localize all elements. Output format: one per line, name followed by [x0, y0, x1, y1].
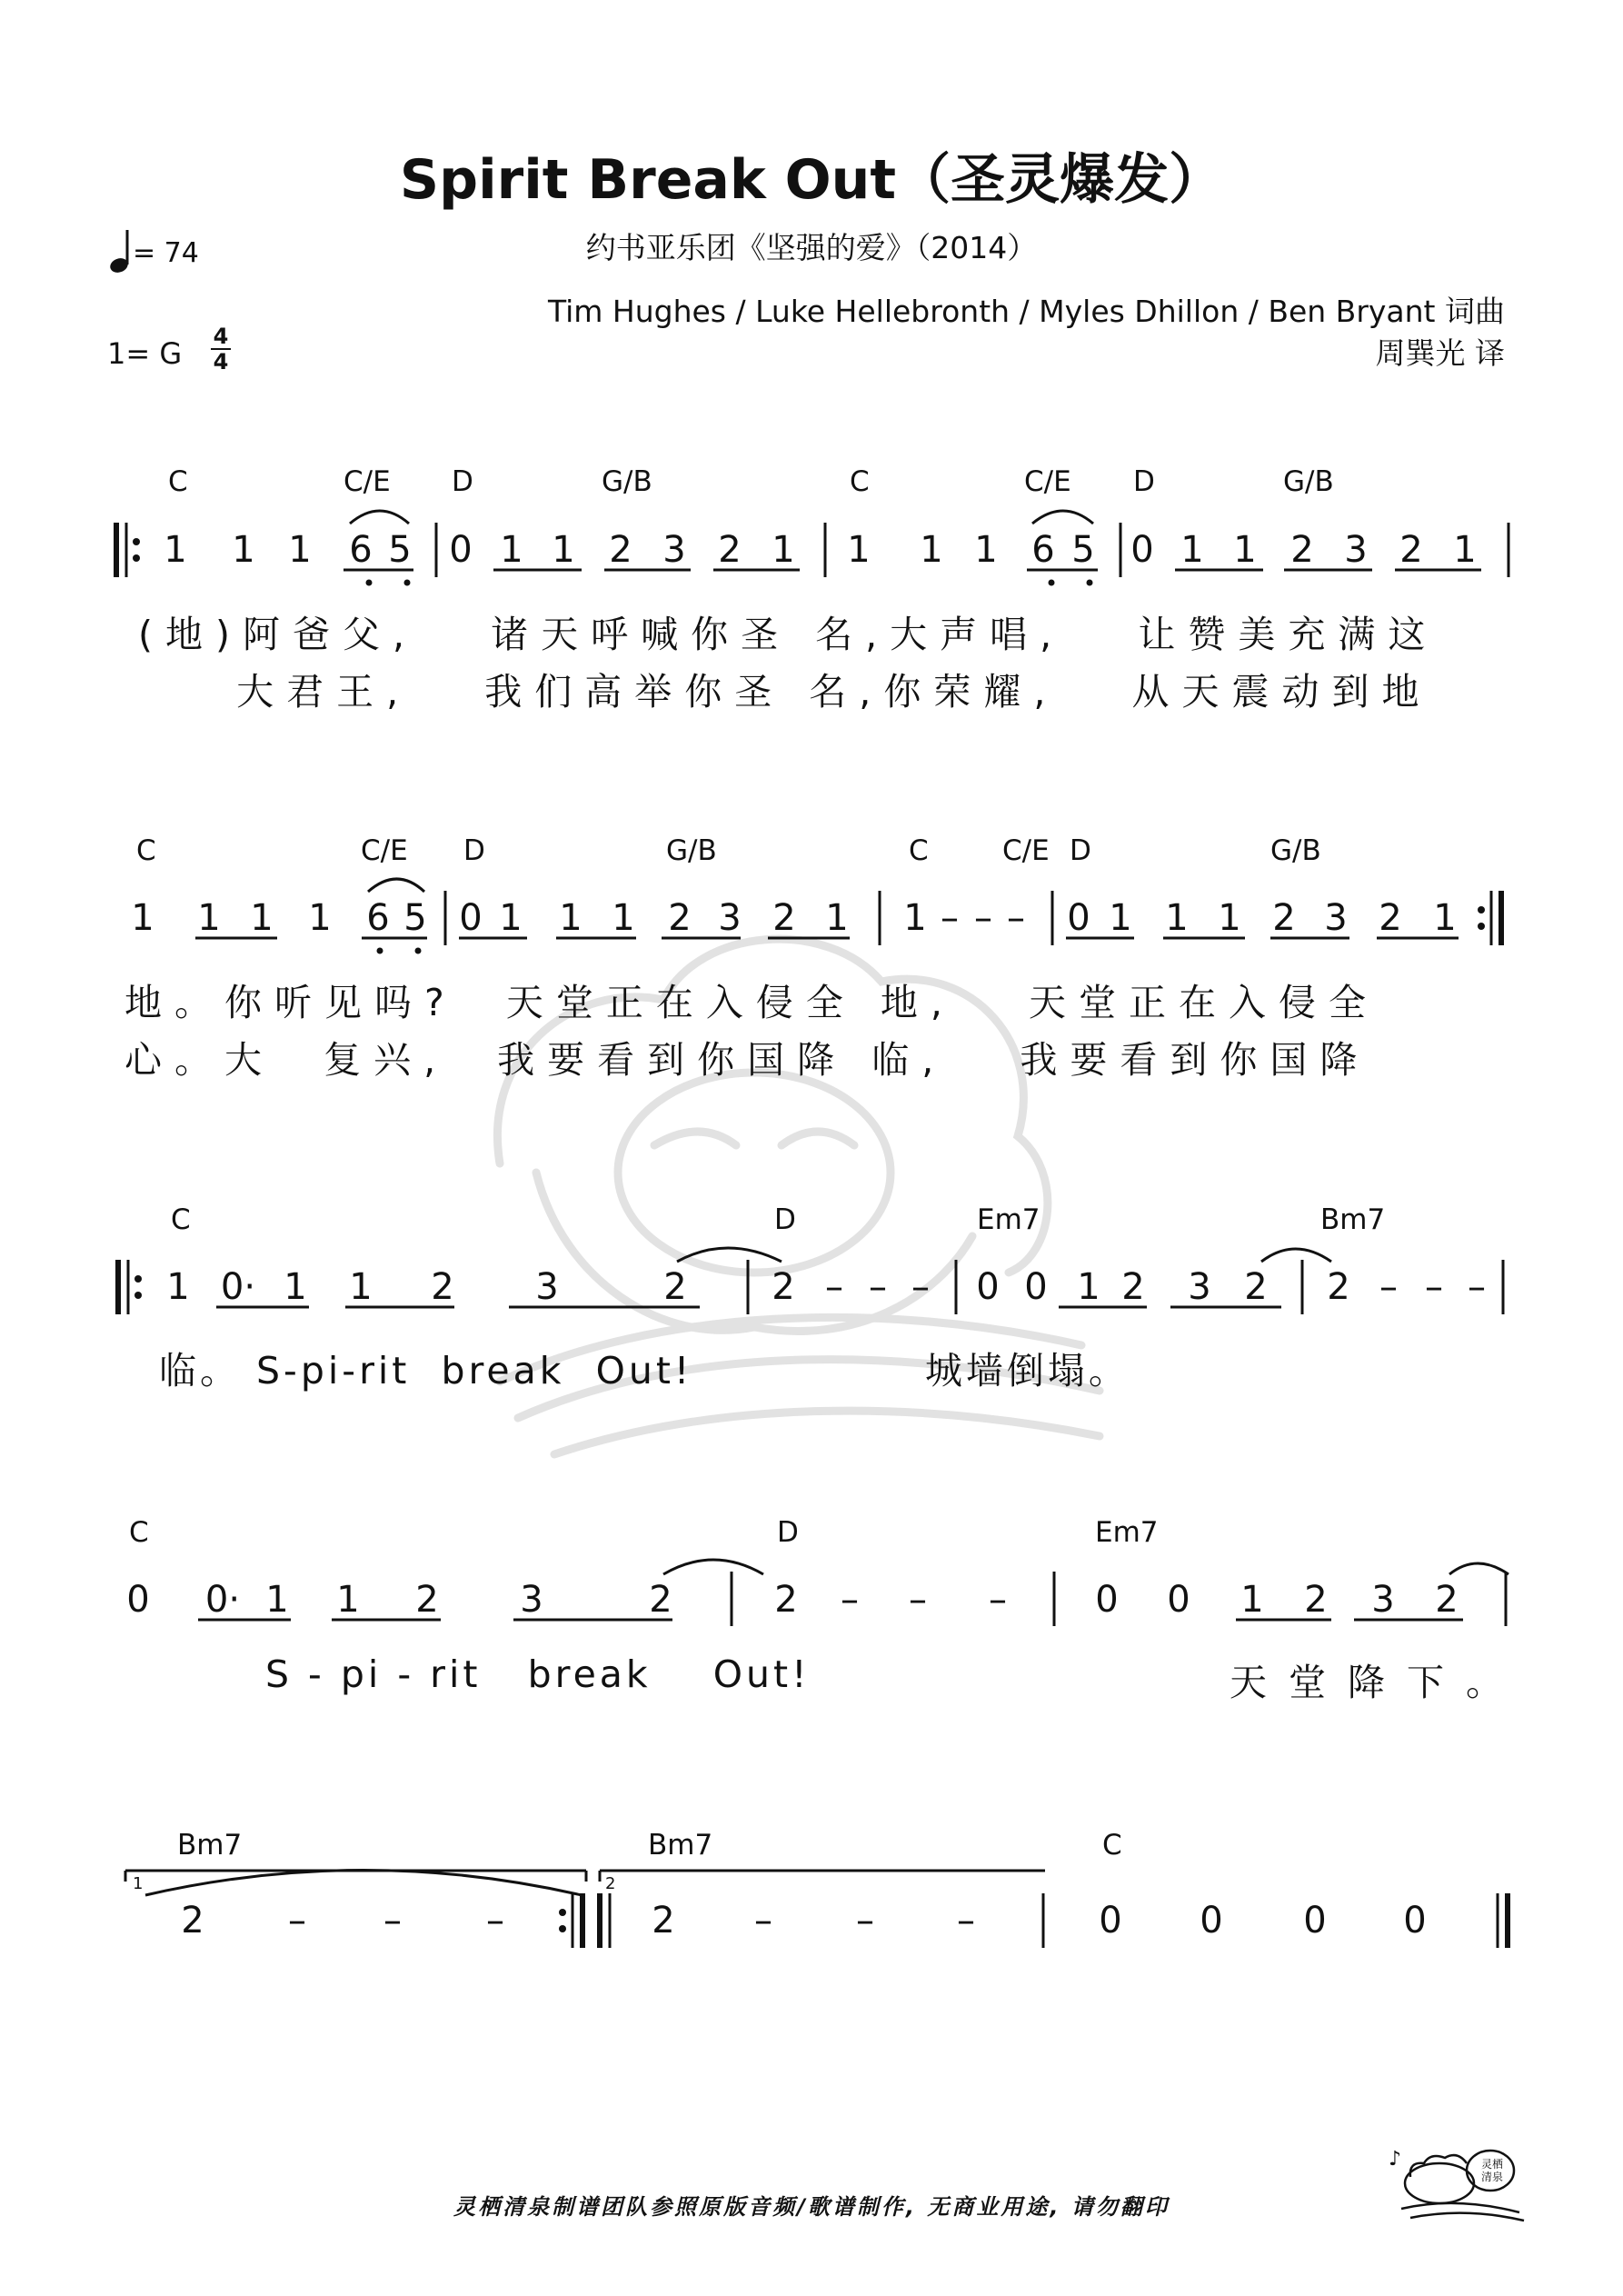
note: 1 — [499, 897, 523, 939]
note: 1 — [847, 529, 871, 571]
lyric: S - pi - rit break Out! — [265, 1652, 811, 1696]
chord: C — [909, 834, 929, 867]
note: 1 — [1077, 1266, 1100, 1308]
chord: C/E — [344, 465, 391, 498]
ending-1-label: 1 — [133, 1874, 144, 1893]
note: – — [911, 1266, 930, 1308]
album-subtitle: 约书亚乐团《坚强的爱》（2014） — [585, 230, 1038, 265]
lyric-verse-1: 地。你听见吗? 天堂正在入侵全 地, 天堂正在入侵全 — [124, 981, 1379, 1024]
chord: C — [129, 1516, 149, 1549]
note: 0 — [1303, 1900, 1327, 1942]
note: 1 — [1180, 529, 1204, 571]
time-signature-top: 4 — [213, 324, 229, 349]
lyric-verse-1: (地)阿爸父, 诸天呼喊你圣 名,大声唱, 让赞美充满这 — [138, 613, 1439, 656]
chord: D — [1133, 465, 1155, 498]
note: 5 — [388, 529, 412, 571]
note: 2 — [431, 1266, 454, 1308]
note: – — [754, 1900, 772, 1942]
chord: C — [850, 465, 870, 498]
note: 0 — [976, 1266, 1000, 1308]
note: 3 — [520, 1579, 543, 1621]
note: – — [825, 1266, 843, 1308]
note: – — [909, 1579, 927, 1621]
note: 3 — [535, 1266, 559, 1308]
lyric-verse-2: 心。大 复兴, 我要看到你国降 临, 我要看到你国降 — [124, 1038, 1370, 1082]
note: 5 — [403, 897, 427, 939]
chord: C/E — [1024, 465, 1071, 498]
note: – — [383, 1900, 402, 1942]
note: 1 — [1109, 897, 1132, 939]
note: – — [869, 1266, 887, 1308]
chord: G/B — [602, 465, 652, 498]
note: 1 — [336, 1579, 360, 1621]
note: – — [1007, 897, 1025, 939]
note: 1 — [265, 1579, 289, 1621]
note: 1 — [1433, 897, 1457, 939]
note: 1 — [166, 1266, 190, 1308]
note: 2 — [652, 1900, 675, 1942]
note: 1 — [552, 529, 575, 571]
chord: C — [168, 465, 188, 498]
footer-note: 灵栖清泉制谱团队参照原版音频/歌谱制作, 无商业用途, 请勿翻印 — [453, 2194, 1170, 2220]
note: 0 — [1130, 529, 1154, 571]
note: 6 — [1031, 529, 1055, 571]
ending-2-label: 2 — [605, 1874, 616, 1893]
note: 1 — [308, 897, 332, 939]
note: 0 — [126, 1579, 150, 1621]
chord: G/B — [1283, 465, 1334, 498]
note: 1 — [612, 897, 635, 939]
note: 1 — [284, 1266, 307, 1308]
note: 2 — [668, 897, 692, 939]
note: 1 — [131, 897, 154, 939]
note: 1 — [232, 529, 255, 571]
note: 1 — [772, 529, 795, 571]
note: 2 — [772, 1266, 795, 1308]
chord: D — [777, 1516, 799, 1549]
chord: G/B — [666, 834, 717, 867]
note: 2 — [1272, 897, 1296, 939]
note: 1 — [1218, 897, 1241, 939]
note: 1 — [903, 897, 927, 939]
note: – — [957, 1900, 975, 1942]
chord: D — [774, 1203, 796, 1236]
note: 2 — [609, 529, 632, 571]
note: 1 — [920, 529, 943, 571]
note: 0· — [220, 1266, 256, 1308]
note: 3 — [1371, 1579, 1395, 1621]
note: 0 — [1067, 897, 1090, 939]
note: 2 — [1244, 1266, 1268, 1308]
key-signature: 1= G — [107, 336, 183, 371]
chord: D — [1070, 834, 1091, 867]
note: – — [856, 1900, 874, 1942]
chord: D — [463, 834, 485, 867]
note: 2 — [415, 1579, 439, 1621]
note: 1 — [500, 529, 523, 571]
note: 0 — [449, 529, 473, 571]
chord: C — [136, 834, 156, 867]
note: 2 — [718, 529, 742, 571]
note: 2 — [774, 1579, 798, 1621]
note: 1 — [974, 529, 998, 571]
note: 1 — [1233, 529, 1257, 571]
chord: C/E — [1002, 834, 1050, 867]
note: – — [486, 1900, 504, 1942]
note: 2 — [649, 1579, 672, 1621]
note: 0 — [1200, 1900, 1223, 1942]
tempo-value: = 74 — [133, 237, 199, 269]
chord: C — [1102, 1829, 1122, 1862]
note: – — [1425, 1266, 1443, 1308]
time-signature-bottom: 4 — [213, 349, 229, 374]
note: 0 — [1099, 1900, 1122, 1942]
note: 1 — [1240, 1579, 1264, 1621]
note: 2 — [772, 897, 796, 939]
note: 2 — [1435, 1579, 1459, 1621]
lyric: 天堂降下。 — [1230, 1661, 1525, 1704]
note: 2 — [663, 1266, 687, 1308]
note: 0 — [1024, 1266, 1048, 1308]
svg-text:♪: ♪ — [1389, 2148, 1402, 2171]
note: 3 — [1188, 1266, 1211, 1308]
chord: G/B — [1270, 834, 1321, 867]
chord: C/E — [361, 834, 408, 867]
note: 1 — [1453, 529, 1477, 571]
note: – — [989, 1579, 1007, 1621]
logo-text: 灵栖清泉 — [1480, 2158, 1503, 2183]
note: 0 — [1167, 1579, 1190, 1621]
publisher-logo — [1383, 2136, 1528, 2227]
chord: Bm7 — [1320, 1203, 1386, 1236]
song-title: Spirit Break Out（圣灵爆发） — [399, 148, 1224, 212]
note: 0 — [1095, 1579, 1119, 1621]
note: 6 — [366, 897, 390, 939]
note: 1 — [825, 897, 849, 939]
note: 2 — [1121, 1266, 1145, 1308]
note: 3 — [1344, 529, 1368, 571]
note: 0 — [459, 897, 483, 939]
note: 3 — [718, 897, 742, 939]
note: 2 — [1290, 529, 1314, 571]
note: 1 — [1165, 897, 1189, 939]
note: – — [841, 1579, 859, 1621]
chord: Em7 — [1095, 1516, 1159, 1549]
note: 5 — [1071, 529, 1095, 571]
note: – — [941, 897, 959, 939]
note: – — [1468, 1266, 1486, 1308]
chord: Em7 — [977, 1203, 1041, 1236]
chord: C — [171, 1203, 191, 1236]
lyric-verse-2: 大君王, 我们高举你圣 名,你荣耀, 从天震动到地 — [138, 670, 1432, 714]
chord: Bm7 — [177, 1829, 243, 1862]
note: 0· — [204, 1579, 241, 1621]
note: 6 — [349, 529, 373, 571]
chord: Bm7 — [648, 1829, 713, 1862]
note: – — [288, 1900, 306, 1942]
note: 2 — [1304, 1579, 1328, 1621]
note: 1 — [349, 1266, 373, 1308]
note: 2 — [181, 1900, 204, 1942]
translator-credit: 周巽光 译 — [1375, 335, 1505, 371]
note: 1 — [250, 897, 274, 939]
lyric: 临。 S-pi-rit break Out! 城墙倒塌。 — [159, 1349, 1130, 1393]
note: – — [1379, 1266, 1398, 1308]
note: 2 — [1379, 897, 1402, 939]
note: 3 — [662, 529, 686, 571]
note: 0 — [1403, 1900, 1427, 1942]
note: 2 — [1327, 1266, 1350, 1308]
note: – — [974, 897, 992, 939]
composers-credit: Tim Hughes / Luke Hellebronth / Myles Dhillon / Ben Bryant 词曲 — [547, 294, 1505, 329]
note: 1 — [559, 897, 582, 939]
chord: D — [452, 465, 473, 498]
note: 1 — [288, 529, 312, 571]
note: 1 — [197, 897, 221, 939]
note: 2 — [1399, 529, 1423, 571]
note: 1 — [164, 529, 187, 571]
note: 3 — [1324, 897, 1348, 939]
